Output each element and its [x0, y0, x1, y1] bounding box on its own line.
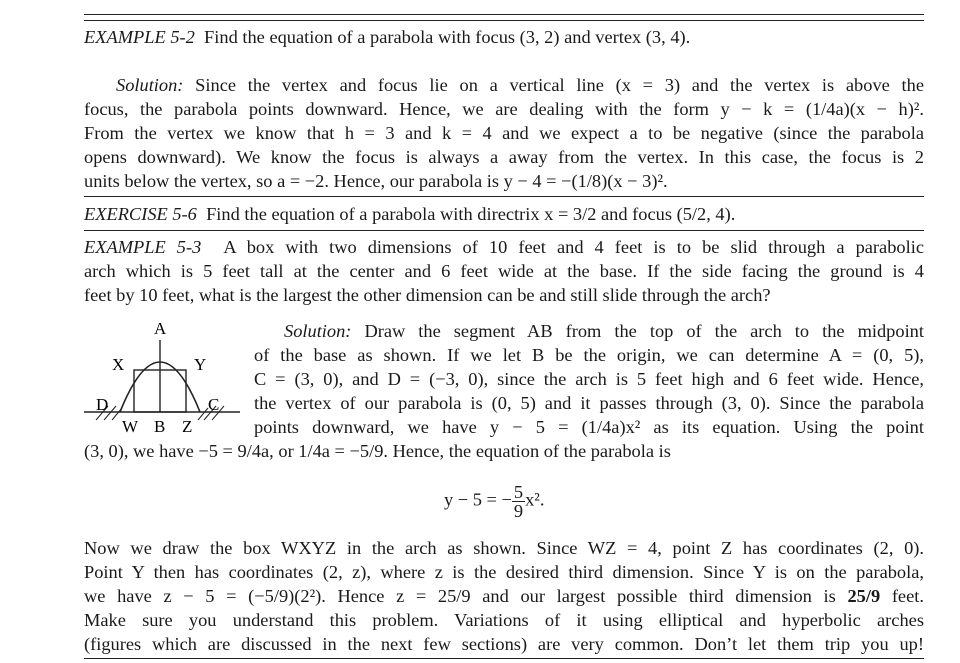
example-statement: Find the equation of a parabola with focus (3, 2) and vertex (3, 4).: [204, 27, 691, 47]
solution-line-4: opens downward). We know the focus is always a away from the vertex. In this case, the focus is 2: [84, 147, 924, 167]
closing-line-3: we have z − 5 = (−5/9)(2²). Hence z = 25/9 and our largest possible third dimension is 25/9 feet.: [84, 586, 924, 606]
divider: [84, 196, 924, 197]
label-w: W: [122, 417, 139, 436]
bottom-rule: [84, 658, 924, 659]
example-5-2-heading: [84, 25, 924, 49]
solution-2-line-3: C = (3, 0), and D = (−3, 0), since the arch is 5 feet high and 6 feet wide. Hence,: [254, 369, 924, 389]
example-5-3-heading: EXAMPLE 5-3 A box with two dimensions of 10 feet and 4 feet is to be slid through a parabolic: [84, 237, 924, 257]
solution-label: Solution:: [284, 321, 352, 341]
exercise-label: EXERCISE 5-6: [84, 204, 197, 224]
closing-line-1: Now we draw the box WXYZ in the arch as shown. Since WZ = 4, point Z has coordinates (2, 0).: [84, 538, 924, 558]
label-x: X: [112, 355, 125, 374]
label-d: D: [96, 395, 109, 414]
hatch-left: [112, 408, 122, 420]
fraction: $\frac{5}{9}$: [513, 482, 524, 521]
label-z: Z: [182, 417, 193, 436]
example-line-3: feet by 10 feet, what is the largest the other dimension can be and still slide through the arch?: [84, 285, 771, 305]
solution-2-line-2: of the base as shown. If we let B be the origin, we can determine A = (0, 5),: [254, 345, 924, 365]
divider: [84, 230, 924, 231]
solution-line-3: From the vertex we know that h = 3 and k = 4 and we expect a to be negative (since the parabola: [84, 123, 924, 143]
closing-line-4: Make sure you understand this problem. Variations of it using elliptical and hyperbolic arches: [84, 610, 924, 630]
label-y: Y: [194, 355, 207, 374]
label-b: B: [154, 417, 166, 436]
example-label: EXAMPLE 5-3: [84, 237, 202, 257]
top-rule: [84, 14, 924, 15]
example-label: EXAMPLE 5-2: [84, 27, 195, 47]
solution-line-2: focus, the parabola points downward. Hence, we are dealing with the form y − k = (1/4a)(x − h)².: [84, 99, 924, 119]
solution-line-1: Solution: Since the vertex and focus lie on a vertical line (x = 3) and the vertex is above the: [116, 75, 924, 95]
exercise-statement: Find the equation of a parabola with directrix x = 3/2 and focus (5/2, 4).: [206, 204, 736, 224]
label-c: C: [208, 395, 220, 414]
arch-diagram: [84, 318, 244, 438]
closing-line-5: (figures which are discussed in the next few sections) are very common. Don’t let them trip you up!: [84, 634, 924, 654]
final-answer: 25/9: [847, 586, 881, 606]
solution-2-line-1: Solution: Draw the segment AB from the top of the arch to the midpoint: [284, 321, 924, 341]
closing-line-2: Point Y then has coordinates (2, z), where z is the desired third dimension. Since Y is on the parabola,: [84, 562, 924, 582]
solution-label: Solution:: [116, 75, 184, 95]
solution-line-5: units below the vertex, so a = −2. Hence, our parabola is y − 4 = −(1/8)(x − 3)².: [84, 171, 668, 191]
arch-figure: [84, 318, 244, 438]
top-rule-2: [84, 20, 924, 21]
solution-2-line-6: (3, 0), we have −5 = 9/4a, or 1/4a = −5/9. Hence, the equation of the parabola is: [84, 441, 671, 461]
parabola-equation: y − 5 = − $\frac{5}{9}$ x².: [444, 482, 545, 521]
exercise-5-6: [84, 202, 924, 226]
label-a: A: [154, 319, 167, 338]
example-line-2: arch which is 5 feet tall at the center and 6 feet wide at the base. If the side facing the ground is 4: [84, 261, 924, 281]
solution-2-line-4: the vertex of our parabola is (0, 5) and it passes through (3, 0). Since the parabola: [254, 393, 924, 413]
solution-2-line-5: points downward, we have y − 5 = (1/4a)x² as its equation. Using the point: [254, 417, 924, 437]
